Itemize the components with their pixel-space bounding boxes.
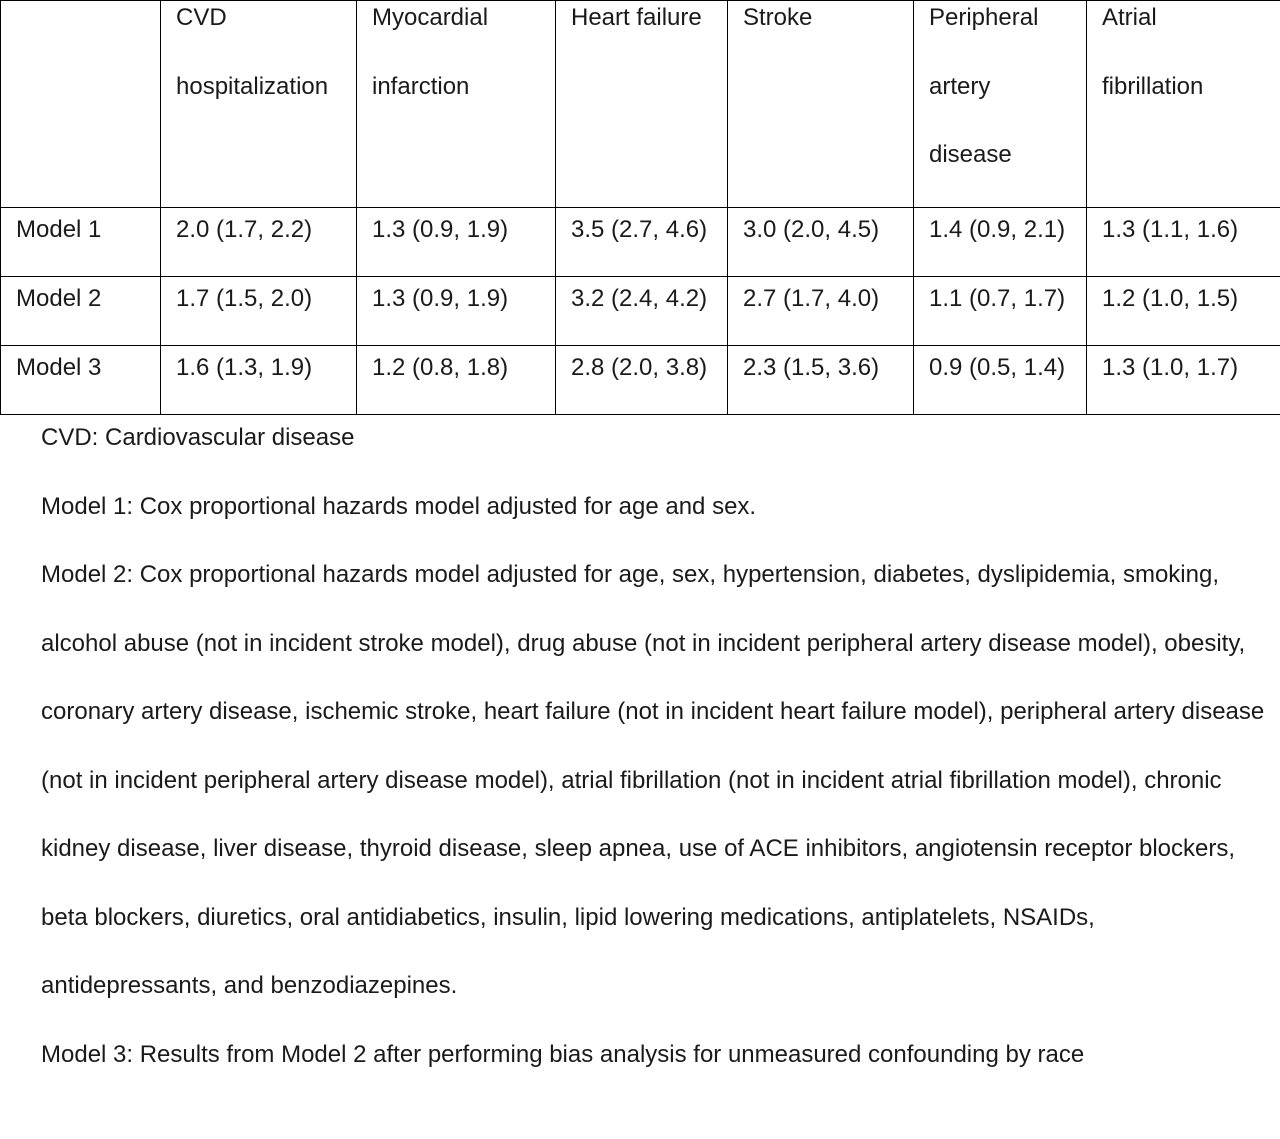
table-cell: 3.5 (2.7, 4.6) — [556, 208, 728, 277]
table-cell: 2.3 (1.5, 3.6) — [728, 346, 914, 415]
header-empty-cell — [1, 1, 161, 208]
header-stroke: Stroke — [728, 1, 914, 208]
model-1-note: Model 1: Cox proportional hazards model adjusted for age and sex. — [41, 492, 757, 520]
table-cell: 1.2 (0.8, 1.8) — [357, 346, 556, 415]
table-cell: 1.3 (1.1, 1.6) — [1087, 208, 1280, 277]
table-row — [1, 277, 1280, 346]
row-label: Model 3 — [1, 346, 161, 415]
table-cell: 3.2 (2.4, 4.2) — [556, 277, 728, 346]
table-cell: 0.9 (0.5, 1.4) — [914, 346, 1087, 415]
header-myocardial-infarction: Myocardial infarction — [357, 1, 556, 208]
header-heart-failure: Heart failure — [556, 1, 728, 208]
table-cell: 1.2 (1.0, 1.5) — [1087, 277, 1280, 346]
header-cvd-hospitalization: CVD hospitalization — [161, 1, 357, 208]
abbreviation-note: CVD: Cardiovascular disease — [41, 424, 355, 451]
header-atrial-fibrillation: Atrial fibrillation — [1087, 1, 1280, 208]
table-cell: 2.7 (1.7, 4.0) — [728, 277, 914, 346]
table-cell: 1.7 (1.5, 2.0) — [161, 277, 357, 346]
table-cell: 1.3 (1.0, 1.7) — [1087, 346, 1280, 415]
header-peripheral-artery-disease: Peripheral artery disease — [914, 1, 1087, 208]
model-3-note: Model 3: Results from Model 2 after performing bias analysis for unmeasured confounding by race — [41, 1040, 1085, 1068]
results-table — [0, 0, 1280, 415]
table-cell: 1.1 (0.7, 1.7) — [914, 277, 1087, 346]
table-cell: 1.4 (0.9, 2.1) — [914, 208, 1087, 277]
table-cell: 1.6 (1.3, 1.9) — [161, 346, 357, 415]
table-cell: 3.0 (2.0, 4.5) — [728, 208, 914, 277]
table-cell: 2.8 (2.0, 3.8) — [556, 346, 728, 415]
table-cell: 2.0 (1.7, 2.2) — [161, 208, 357, 277]
table-header-row — [1, 1, 1280, 208]
table-row — [1, 208, 1280, 277]
table-cell: 1.3 (0.9, 1.9) — [357, 277, 556, 346]
model-2-note: Model 2: Cox proportional hazards model adjusted for age, sex, hypertension, diabetes, dyslipidemia, smoking, alcohol abuse (not in incident stroke model), drug abuse (not in incident peripheral artery disease model), obesity, coronary artery disease, ischemic stroke, heart failure (not in incident heart failure model), peripheral artery disease (not in incident peripheral artery disease model), atrial fibrillation (not in incident atrial fibrillation model), chronic kidney disease, liver disease, thyroid disease, sleep apnea, use of ACE inhibitors, angiotensin receptor blockers, beta blockers, diuretics, oral antidiabetics, insulin, lipid lowering medications, antiplatelets, NSAIDs, antidepressants, and benzodiazepines. — [41, 561, 1265, 999]
row-label: Model 2 — [1, 277, 161, 346]
table-footnotes — [41, 404, 1266, 1089]
row-label: Model 1 — [1, 208, 161, 277]
table-cell: 1.3 (0.9, 1.9) — [357, 208, 556, 277]
